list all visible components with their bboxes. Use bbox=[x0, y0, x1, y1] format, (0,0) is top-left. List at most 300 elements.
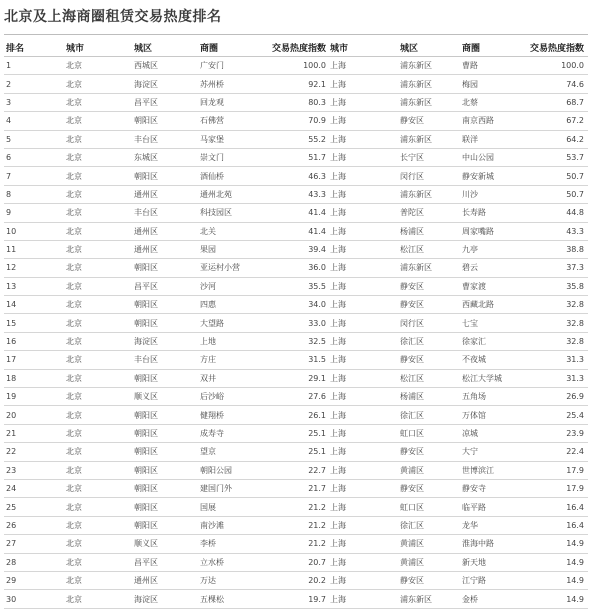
business-area-cell: 朝阳公园 bbox=[200, 461, 270, 479]
district-cell: 朝阳区 bbox=[134, 461, 200, 479]
district-cell: 静安区 bbox=[400, 277, 462, 295]
heat-index-cell: 41.4 bbox=[270, 222, 330, 240]
table-row bbox=[4, 388, 588, 406]
district-cell: 昌平区 bbox=[134, 93, 200, 111]
district-cell: 海淀区 bbox=[134, 590, 200, 608]
column-header: 商圈 bbox=[462, 38, 528, 57]
city-cell: 北京 bbox=[66, 75, 134, 93]
business-area-cell: 长寿路 bbox=[462, 204, 528, 222]
business-area-cell: 江宁路 bbox=[462, 571, 528, 589]
heat-index-cell: 38.8 bbox=[528, 240, 588, 258]
table-row bbox=[4, 590, 588, 608]
table-row bbox=[4, 130, 588, 148]
city-cell: 北京 bbox=[66, 535, 134, 553]
business-area-cell: 五棵松 bbox=[200, 590, 270, 608]
heat-index-cell: 46.3 bbox=[270, 167, 330, 185]
business-area-cell: 九亭 bbox=[462, 240, 528, 258]
heat-index-cell: 14.9 bbox=[528, 571, 588, 589]
business-area-cell: 四惠 bbox=[200, 296, 270, 314]
district-cell: 杨浦区 bbox=[400, 388, 462, 406]
district-cell: 西城区 bbox=[134, 57, 200, 75]
table-row bbox=[4, 75, 588, 93]
district-cell: 朝阳区 bbox=[134, 479, 200, 497]
city-cell: 上海 bbox=[330, 277, 400, 295]
rank-cell: 7 bbox=[4, 167, 66, 185]
district-cell: 静安区 bbox=[400, 112, 462, 130]
heat-index-cell: 36.0 bbox=[270, 259, 330, 277]
rank-cell: 29 bbox=[4, 571, 66, 589]
district-cell: 徐汇区 bbox=[400, 332, 462, 350]
city-cell: 上海 bbox=[330, 553, 400, 571]
business-area-cell: 广安门 bbox=[200, 57, 270, 75]
heat-index-cell: 44.8 bbox=[528, 204, 588, 222]
district-cell: 静安区 bbox=[400, 479, 462, 497]
heat-index-cell: 64.2 bbox=[528, 130, 588, 148]
district-cell: 朝阳区 bbox=[134, 424, 200, 442]
business-area-cell: 松江大学城 bbox=[462, 369, 528, 387]
table-row bbox=[4, 369, 588, 387]
city-cell: 上海 bbox=[330, 369, 400, 387]
district-cell: 通州区 bbox=[134, 185, 200, 203]
district-cell: 朝阳区 bbox=[134, 259, 200, 277]
city-cell: 上海 bbox=[330, 57, 400, 75]
heat-index-cell: 51.7 bbox=[270, 148, 330, 166]
district-cell: 普陀区 bbox=[400, 204, 462, 222]
rank-cell: 13 bbox=[4, 277, 66, 295]
rank-cell: 16 bbox=[4, 332, 66, 350]
rank-cell: 17 bbox=[4, 351, 66, 369]
rank-cell: 27 bbox=[4, 535, 66, 553]
district-cell: 朝阳区 bbox=[134, 314, 200, 332]
district-cell: 静安区 bbox=[400, 351, 462, 369]
business-area-cell: 回龙观 bbox=[200, 93, 270, 111]
heat-index-cell: 25.4 bbox=[528, 406, 588, 424]
city-cell: 北京 bbox=[66, 57, 134, 75]
table-row bbox=[4, 461, 588, 479]
city-cell: 北京 bbox=[66, 443, 134, 461]
table-row bbox=[4, 571, 588, 589]
table-row bbox=[4, 424, 588, 442]
rank-cell: 28 bbox=[4, 553, 66, 571]
table-row bbox=[4, 259, 588, 277]
business-area-cell: 成寿寺 bbox=[200, 424, 270, 442]
business-area-cell: 金桥 bbox=[462, 590, 528, 608]
city-cell: 上海 bbox=[330, 571, 400, 589]
business-area-cell: 联洋 bbox=[462, 130, 528, 148]
rank-cell: 26 bbox=[4, 516, 66, 534]
district-cell: 浦东新区 bbox=[400, 185, 462, 203]
rank-cell: 2 bbox=[4, 75, 66, 93]
business-area-cell: 中山公园 bbox=[462, 148, 528, 166]
city-cell: 北京 bbox=[66, 222, 134, 240]
rank-cell: 18 bbox=[4, 369, 66, 387]
table-row bbox=[4, 240, 588, 258]
business-area-cell: 凉城 bbox=[462, 424, 528, 442]
district-cell: 昌平区 bbox=[134, 277, 200, 295]
business-area-cell: 新天地 bbox=[462, 553, 528, 571]
city-cell: 北京 bbox=[66, 424, 134, 442]
business-area-cell: 科技园区 bbox=[200, 204, 270, 222]
business-area-cell: 沙河 bbox=[200, 277, 270, 295]
heat-index-cell: 33.0 bbox=[270, 314, 330, 332]
heat-index-cell: 100.0 bbox=[270, 57, 330, 75]
business-area-cell: 健翔桥 bbox=[200, 406, 270, 424]
heat-index-cell: 16.4 bbox=[528, 498, 588, 516]
column-header: 城区 bbox=[134, 38, 200, 57]
heat-index-cell: 100.0 bbox=[528, 57, 588, 75]
business-area-cell: 李桥 bbox=[200, 535, 270, 553]
heat-index-cell: 39.4 bbox=[270, 240, 330, 258]
city-cell: 上海 bbox=[330, 590, 400, 608]
table-row bbox=[4, 351, 588, 369]
table-row bbox=[4, 185, 588, 203]
table-row bbox=[4, 204, 588, 222]
business-area-cell: 通州北苑 bbox=[200, 185, 270, 203]
business-area-cell: 石佛营 bbox=[200, 112, 270, 130]
business-area-cell: 临平路 bbox=[462, 498, 528, 516]
column-header: 城市 bbox=[66, 38, 134, 57]
heat-index-cell: 29.1 bbox=[270, 369, 330, 387]
business-area-cell: 立水桥 bbox=[200, 553, 270, 571]
heat-index-cell: 19.7 bbox=[270, 590, 330, 608]
city-cell: 北京 bbox=[66, 498, 134, 516]
business-area-cell: 北蔡 bbox=[462, 93, 528, 111]
city-cell: 北京 bbox=[66, 259, 134, 277]
heat-index-cell: 26.1 bbox=[270, 406, 330, 424]
city-cell: 北京 bbox=[66, 167, 134, 185]
heat-index-cell: 34.0 bbox=[270, 296, 330, 314]
business-area-cell: 曹家渡 bbox=[462, 277, 528, 295]
column-header: 交易热度指数 bbox=[270, 38, 330, 57]
rank-cell: 6 bbox=[4, 148, 66, 166]
column-header: 城区 bbox=[400, 38, 462, 57]
table-row bbox=[4, 406, 588, 424]
district-cell: 松江区 bbox=[400, 369, 462, 387]
page-title: 北京及上海商圈租赁交易热度排名 bbox=[4, 9, 222, 25]
city-cell: 北京 bbox=[66, 332, 134, 350]
business-area-cell: 周家嘴路 bbox=[462, 222, 528, 240]
column-header: 交易热度指数 bbox=[528, 38, 588, 57]
city-cell: 北京 bbox=[66, 406, 134, 424]
heat-index-cell: 26.9 bbox=[528, 388, 588, 406]
city-cell: 北京 bbox=[66, 130, 134, 148]
district-cell: 浦东新区 bbox=[400, 590, 462, 608]
heat-index-cell: 53.7 bbox=[528, 148, 588, 166]
district-cell: 朝阳区 bbox=[134, 498, 200, 516]
city-cell: 上海 bbox=[330, 332, 400, 350]
district-cell: 闵行区 bbox=[400, 167, 462, 185]
city-cell: 上海 bbox=[330, 259, 400, 277]
district-cell: 通州区 bbox=[134, 240, 200, 258]
heat-index-cell: 31.3 bbox=[528, 351, 588, 369]
city-cell: 上海 bbox=[330, 535, 400, 553]
business-area-cell: 淮海中路 bbox=[462, 535, 528, 553]
district-cell: 虹口区 bbox=[400, 498, 462, 516]
business-area-cell: 双井 bbox=[200, 369, 270, 387]
heat-index-cell: 20.7 bbox=[270, 553, 330, 571]
rank-cell: 11 bbox=[4, 240, 66, 258]
rank-cell: 12 bbox=[4, 259, 66, 277]
heat-index-cell: 37.3 bbox=[528, 259, 588, 277]
city-cell: 上海 bbox=[330, 424, 400, 442]
city-cell: 上海 bbox=[330, 351, 400, 369]
city-cell: 上海 bbox=[330, 185, 400, 203]
city-cell: 北京 bbox=[66, 388, 134, 406]
heat-index-cell: 35.5 bbox=[270, 277, 330, 295]
table-row bbox=[4, 516, 588, 534]
column-header: 商圈 bbox=[200, 38, 270, 57]
heat-index-cell: 41.4 bbox=[270, 204, 330, 222]
heat-index-cell: 50.7 bbox=[528, 167, 588, 185]
table-row bbox=[4, 535, 588, 553]
table-row bbox=[4, 222, 588, 240]
business-area-cell: 大宁 bbox=[462, 443, 528, 461]
heat-index-cell: 68.7 bbox=[528, 93, 588, 111]
city-cell: 上海 bbox=[330, 388, 400, 406]
district-cell: 浦东新区 bbox=[400, 130, 462, 148]
business-area-cell: 五角场 bbox=[462, 388, 528, 406]
heat-index-cell: 31.3 bbox=[528, 369, 588, 387]
business-area-cell: 不夜城 bbox=[462, 351, 528, 369]
district-cell: 朝阳区 bbox=[134, 443, 200, 461]
district-cell: 静安区 bbox=[400, 296, 462, 314]
city-cell: 上海 bbox=[330, 130, 400, 148]
heat-index-cell: 74.6 bbox=[528, 75, 588, 93]
rank-cell: 25 bbox=[4, 498, 66, 516]
rank-cell: 14 bbox=[4, 296, 66, 314]
heat-index-cell: 17.9 bbox=[528, 479, 588, 497]
heat-index-cell: 14.9 bbox=[528, 535, 588, 553]
business-area-cell: 后沙峪 bbox=[200, 388, 270, 406]
rank-cell: 20 bbox=[4, 406, 66, 424]
business-area-cell: 徐家汇 bbox=[462, 332, 528, 350]
district-cell: 浦东新区 bbox=[400, 93, 462, 111]
city-cell: 上海 bbox=[330, 222, 400, 240]
business-area-cell: 世博滨江 bbox=[462, 461, 528, 479]
rank-cell: 21 bbox=[4, 424, 66, 442]
business-area-cell: 龙华 bbox=[462, 516, 528, 534]
heat-index-cell: 31.5 bbox=[270, 351, 330, 369]
rank-cell: 30 bbox=[4, 590, 66, 608]
city-cell: 北京 bbox=[66, 553, 134, 571]
district-cell: 朝阳区 bbox=[134, 112, 200, 130]
city-cell: 上海 bbox=[330, 498, 400, 516]
heat-index-cell: 67.2 bbox=[528, 112, 588, 130]
business-area-cell: 崇文门 bbox=[200, 148, 270, 166]
city-cell: 北京 bbox=[66, 296, 134, 314]
city-cell: 北京 bbox=[66, 240, 134, 258]
city-cell: 北京 bbox=[66, 590, 134, 608]
heat-index-cell: 35.8 bbox=[528, 277, 588, 295]
heat-index-cell: 43.3 bbox=[528, 222, 588, 240]
city-cell: 北京 bbox=[66, 112, 134, 130]
city-cell: 上海 bbox=[330, 75, 400, 93]
ranking-table bbox=[4, 38, 588, 609]
business-area-cell: 万体馆 bbox=[462, 406, 528, 424]
top-divider bbox=[4, 34, 588, 35]
city-cell: 北京 bbox=[66, 571, 134, 589]
business-area-cell: 上地 bbox=[200, 332, 270, 350]
heat-index-cell: 20.2 bbox=[270, 571, 330, 589]
heat-index-cell: 22.4 bbox=[528, 443, 588, 461]
city-cell: 上海 bbox=[330, 479, 400, 497]
district-cell: 顺义区 bbox=[134, 388, 200, 406]
table-row bbox=[4, 314, 588, 332]
district-cell: 虹口区 bbox=[400, 424, 462, 442]
heat-index-cell: 21.2 bbox=[270, 498, 330, 516]
rank-cell: 1 bbox=[4, 57, 66, 75]
rank-cell: 19 bbox=[4, 388, 66, 406]
heat-index-cell: 21.2 bbox=[270, 516, 330, 534]
business-area-cell: 西藏北路 bbox=[462, 296, 528, 314]
district-cell: 浦东新区 bbox=[400, 75, 462, 93]
business-area-cell: 静安新城 bbox=[462, 167, 528, 185]
district-cell: 丰台区 bbox=[134, 204, 200, 222]
city-cell: 上海 bbox=[330, 148, 400, 166]
city-cell: 上海 bbox=[330, 296, 400, 314]
heat-index-cell: 25.1 bbox=[270, 443, 330, 461]
table-row bbox=[4, 167, 588, 185]
heat-index-cell: 17.9 bbox=[528, 461, 588, 479]
district-cell: 长宁区 bbox=[400, 148, 462, 166]
city-cell: 上海 bbox=[330, 314, 400, 332]
district-cell: 黄浦区 bbox=[400, 535, 462, 553]
city-cell: 北京 bbox=[66, 93, 134, 111]
district-cell: 静安区 bbox=[400, 571, 462, 589]
district-cell: 东城区 bbox=[134, 148, 200, 166]
heat-index-cell: 22.7 bbox=[270, 461, 330, 479]
heat-index-cell: 14.9 bbox=[528, 553, 588, 571]
table-row bbox=[4, 277, 588, 295]
city-cell: 北京 bbox=[66, 516, 134, 534]
city-cell: 北京 bbox=[66, 461, 134, 479]
business-area-cell: 梅园 bbox=[462, 75, 528, 93]
column-header: 城市 bbox=[330, 38, 400, 57]
district-cell: 朝阳区 bbox=[134, 296, 200, 314]
district-cell: 通州区 bbox=[134, 222, 200, 240]
district-cell: 海淀区 bbox=[134, 75, 200, 93]
district-cell: 松江区 bbox=[400, 240, 462, 258]
table-body bbox=[4, 57, 588, 609]
district-cell: 浦东新区 bbox=[400, 259, 462, 277]
district-cell: 黄浦区 bbox=[400, 461, 462, 479]
heat-index-cell: 32.8 bbox=[528, 296, 588, 314]
city-cell: 上海 bbox=[330, 461, 400, 479]
business-area-cell: 静安寺 bbox=[462, 479, 528, 497]
city-cell: 上海 bbox=[330, 167, 400, 185]
district-cell: 闵行区 bbox=[400, 314, 462, 332]
rank-cell: 24 bbox=[4, 479, 66, 497]
city-cell: 上海 bbox=[330, 516, 400, 534]
city-cell: 上海 bbox=[330, 112, 400, 130]
business-area-cell: 国展 bbox=[200, 498, 270, 516]
rank-cell: 22 bbox=[4, 443, 66, 461]
business-area-cell: 南京西路 bbox=[462, 112, 528, 130]
table-row bbox=[4, 553, 588, 571]
table-header bbox=[4, 38, 588, 57]
business-area-cell: 方庄 bbox=[200, 351, 270, 369]
district-cell: 丰台区 bbox=[134, 130, 200, 148]
city-cell: 上海 bbox=[330, 406, 400, 424]
header-row bbox=[4, 38, 588, 57]
district-cell: 浦东新区 bbox=[400, 57, 462, 75]
table-row bbox=[4, 57, 588, 75]
table-row bbox=[4, 479, 588, 497]
heat-index-cell: 21.2 bbox=[270, 535, 330, 553]
district-cell: 朝阳区 bbox=[134, 167, 200, 185]
heat-index-cell: 80.3 bbox=[270, 93, 330, 111]
business-area-cell: 大望路 bbox=[200, 314, 270, 332]
rank-cell: 9 bbox=[4, 204, 66, 222]
business-area-cell: 曹路 bbox=[462, 57, 528, 75]
district-cell: 昌平区 bbox=[134, 553, 200, 571]
heat-index-cell: 32.8 bbox=[528, 332, 588, 350]
heat-index-cell: 23.9 bbox=[528, 424, 588, 442]
heat-index-cell: 32.8 bbox=[528, 314, 588, 332]
city-cell: 北京 bbox=[66, 148, 134, 166]
city-cell: 北京 bbox=[66, 277, 134, 295]
table-row bbox=[4, 148, 588, 166]
table-row bbox=[4, 443, 588, 461]
business-area-cell: 苏州桥 bbox=[200, 75, 270, 93]
district-cell: 朝阳区 bbox=[134, 406, 200, 424]
district-cell: 黄浦区 bbox=[400, 553, 462, 571]
heat-index-cell: 70.9 bbox=[270, 112, 330, 130]
column-header: 排名 bbox=[4, 38, 66, 57]
city-cell: 北京 bbox=[66, 185, 134, 203]
heat-index-cell: 50.7 bbox=[528, 185, 588, 203]
business-area-cell: 万达 bbox=[200, 571, 270, 589]
business-area-cell: 碧云 bbox=[462, 259, 528, 277]
city-cell: 北京 bbox=[66, 369, 134, 387]
table-row bbox=[4, 332, 588, 350]
district-cell: 杨浦区 bbox=[400, 222, 462, 240]
table-row bbox=[4, 296, 588, 314]
rank-cell: 15 bbox=[4, 314, 66, 332]
district-cell: 丰台区 bbox=[134, 351, 200, 369]
business-area-cell: 亚运村小营 bbox=[200, 259, 270, 277]
rank-cell: 3 bbox=[4, 93, 66, 111]
district-cell: 海淀区 bbox=[134, 332, 200, 350]
city-cell: 上海 bbox=[330, 443, 400, 461]
heat-index-cell: 43.3 bbox=[270, 185, 330, 203]
business-area-cell: 马家堡 bbox=[200, 130, 270, 148]
business-area-cell: 望京 bbox=[200, 443, 270, 461]
district-cell: 朝阳区 bbox=[134, 369, 200, 387]
business-area-cell: 南沙滩 bbox=[200, 516, 270, 534]
district-cell: 朝阳区 bbox=[134, 516, 200, 534]
district-cell: 徐汇区 bbox=[400, 516, 462, 534]
district-cell: 徐汇区 bbox=[400, 406, 462, 424]
heat-index-cell: 32.5 bbox=[270, 332, 330, 350]
city-cell: 北京 bbox=[66, 479, 134, 497]
city-cell: 北京 bbox=[66, 351, 134, 369]
business-area-cell: 酒仙桥 bbox=[200, 167, 270, 185]
table-row bbox=[4, 112, 588, 130]
heat-index-cell: 14.9 bbox=[528, 590, 588, 608]
heat-index-cell: 16.4 bbox=[528, 516, 588, 534]
business-area-cell: 果园 bbox=[200, 240, 270, 258]
rank-cell: 4 bbox=[4, 112, 66, 130]
city-cell: 上海 bbox=[330, 240, 400, 258]
business-area-cell: 川沙 bbox=[462, 185, 528, 203]
business-area-cell: 北关 bbox=[200, 222, 270, 240]
district-cell: 通州区 bbox=[134, 571, 200, 589]
rank-cell: 10 bbox=[4, 222, 66, 240]
city-cell: 上海 bbox=[330, 93, 400, 111]
heat-index-cell: 21.7 bbox=[270, 479, 330, 497]
city-cell: 北京 bbox=[66, 314, 134, 332]
